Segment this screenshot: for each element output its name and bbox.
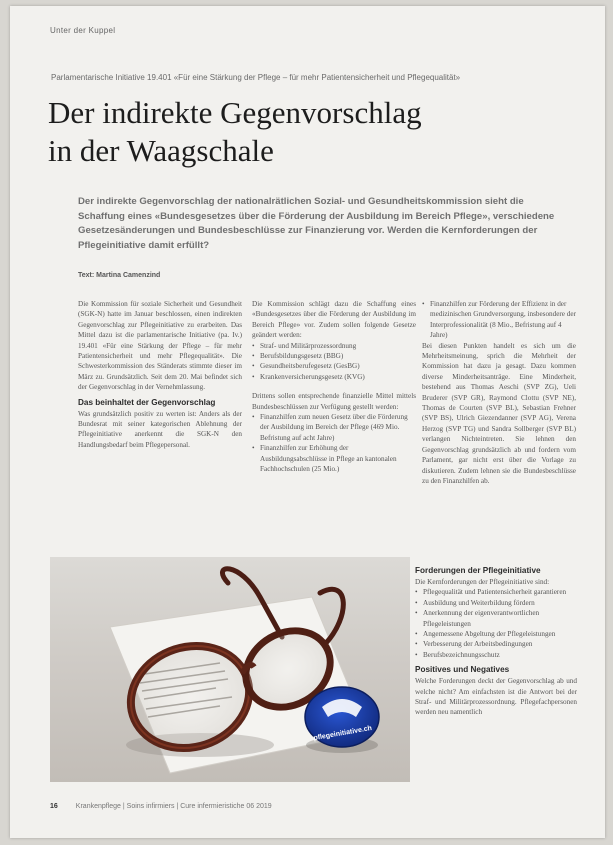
footer-publication: Krankenpflege | Soins infirmiers | Cure infermieristiche 06 2019	[75, 803, 272, 810]
list-item: • Angemessene Abgeltung der Pflegeleistungen	[415, 629, 577, 639]
body-paragraph: Die Kommission für soziale Sicherheit und Gesundheit (SGK-N) hatte im Januar beschlossen, einen indirekten Gegenvorschlag zur Pflegeinitiative zu erarbeiten. Das Mittel dazu ist die parlamentarische Initiative (pa. Iv.) 19.401 «Für eine Stärkung der Pflege – für mehr Patientensicherheit und mehr Pflegequalität». Die Schwesterkommission des Ständerats stimmte dieser im März zu. Grundsätzlich. Seit dem 20. Mai befindet sich der Gegenvorschlag in der Vernehmlassung.	[78, 300, 242, 392]
section-label: Unter der Kuppel	[50, 26, 116, 35]
list-item: • Anerkennung der eigenverantwortlichen Pflegeleistungen	[415, 608, 577, 629]
page-footer	[50, 803, 272, 810]
body-paragraph: Was grundsätzlich positiv zu werten ist: Anders als der Bundesrat mit seiner kategorischen Ablehnung der Pflegeinitiative anerkennt die SGK-N den Handlungsbedarf beim Pflegepersonal.	[78, 409, 242, 449]
list-item: • Berufsbildungsgesetz (BBG)	[252, 351, 416, 361]
article-photo	[50, 557, 410, 782]
page-number: 16	[50, 803, 58, 810]
headline	[48, 94, 588, 170]
article-column-2	[252, 299, 416, 475]
photo-illustration	[50, 557, 410, 782]
body-paragraph: Welche Forderungen deckt der Gegenvorschlag ab und welche nicht? Am einfachsten ist die Antwort bei der Straf- und Militärprozessordnung. Pflegefachpersonen werden neu namentlich	[415, 677, 577, 717]
body-paragraph: Drittens sollen entsprechende finanzielle Mittel mittels Bundesbeschlüssen zur Verfügung gestellt werden:	[252, 392, 416, 411]
lead-paragraph: Der indirekte Gegenvorschlag der nationalrätlichen Sozial- und Gesundheitskommission sieht die Schaffung eines «Bundesgesetzes über die Förderung der Ausbildung im Bereich Pflege», verschiedene Gesetzesänderungen und Bundesbeschlüsse zur Finanzierung vor. Werden die Kernforderungen der Pflegeinitiative damit erfüllt?	[78, 196, 555, 251]
list-item: • Finanzhilfen zur Förderung der Effizienz in der medizinischen Grundversorgung, insbesondere der Interprofessionalität (8 Mio., Befristung auf 4 Jahre)	[422, 299, 576, 341]
magazine-page	[10, 6, 605, 838]
body-paragraph: Die Kommission schlägt dazu die Schaffung eines «Bundesgesetzes über die Förderung der Ausbildung im Bereich Pflege» vor. Zudem sollen folgende Gesetze geändert werden:	[252, 300, 416, 340]
subheading: Das beinhaltet der Gegenvorschlag	[78, 397, 216, 407]
list-item: • Gesundheitsberufegesetz (GesBG)	[252, 361, 416, 371]
list-item: • Berufsbezeichnungsschutz	[415, 650, 577, 660]
article-column-3-bottom	[415, 561, 577, 718]
list-item: • Pflegequalität und Patientensicherheit garantieren	[415, 587, 577, 597]
list-item: • Finanzhilfen zum neuen Gesetz über die Förderung der Ausbildung im Bereich der Pflege (469 Mio. Befristung auf acht Jahre)	[252, 412, 416, 443]
kicker: Parlamentarische Initiative 19.401 «Für eine Stärkung der Pflege – für mehr Patientensicherheit und Pflegequalität»	[51, 73, 461, 82]
list-item: • Krankenversicherungsgesetz (KVG)	[252, 372, 416, 382]
list-item: • Straf- und Militärprozessordnung	[252, 341, 416, 351]
subheading: Positives und Negatives	[415, 665, 510, 675]
list-item: • Verbesserung der Arbeitsbedingungen	[415, 639, 577, 649]
body-paragraph: Bei diesen Punkten handelt es sich um die Mehrheitsmeinung, sprich die Mehrheit der Kommission hat dazu ja gesagt. Dazu kommen diverse Minderheitsanträge. Eine Minderheit, bestehend aus Thomas Aeschi (SVP ZG), Ueli Bruderer (SVP GR), Raymond Clottu (SVP NE), Thomas de Courten (SVP BL), Sebastian Frehner (SVP BS), Ulrich Giezendanner (SVP AG), Verena Herzog (SVP TG) und Sandra Sollberger (SVP BL) verlangen Nichteintreten. Sie lehnen den Gegenvorschlag grundsätzlich ab und fordern vom Parlament, gar nicht erst über die Vorlage zu diskutieren. Zudem lehnen sie die Bundesbeschlüsse zu den Finanzhilfen ab.	[422, 341, 576, 485]
funding-list	[252, 412, 416, 474]
list-item: • Finanzhilfen zur Erhöhung der Ausbildungsabschlüsse in Pflege an kantonalen Fachhochschulen (25 Mio.)	[252, 443, 416, 474]
funding-list-continued	[422, 299, 576, 341]
article-column-3-top	[422, 299, 576, 486]
list-item: • Ausbildung und Weiterbildung fördern	[415, 598, 577, 608]
author-byline: Text: Martina Camenzind	[78, 272, 161, 279]
subheading: Forderungen der Pflegeinitiative	[415, 566, 541, 575]
body-paragraph: Die Kernforderungen der Pflegeinitiative sind:	[415, 578, 550, 586]
badge-text: pflegeinitiative.ch	[313, 724, 373, 743]
demands-list	[415, 587, 577, 660]
headline-line-1: Der indirekte Gegenvorschlag	[48, 95, 422, 130]
headline-line-2: in der Waagschale	[48, 133, 274, 168]
article-column-1	[78, 299, 242, 450]
law-list	[252, 341, 416, 383]
